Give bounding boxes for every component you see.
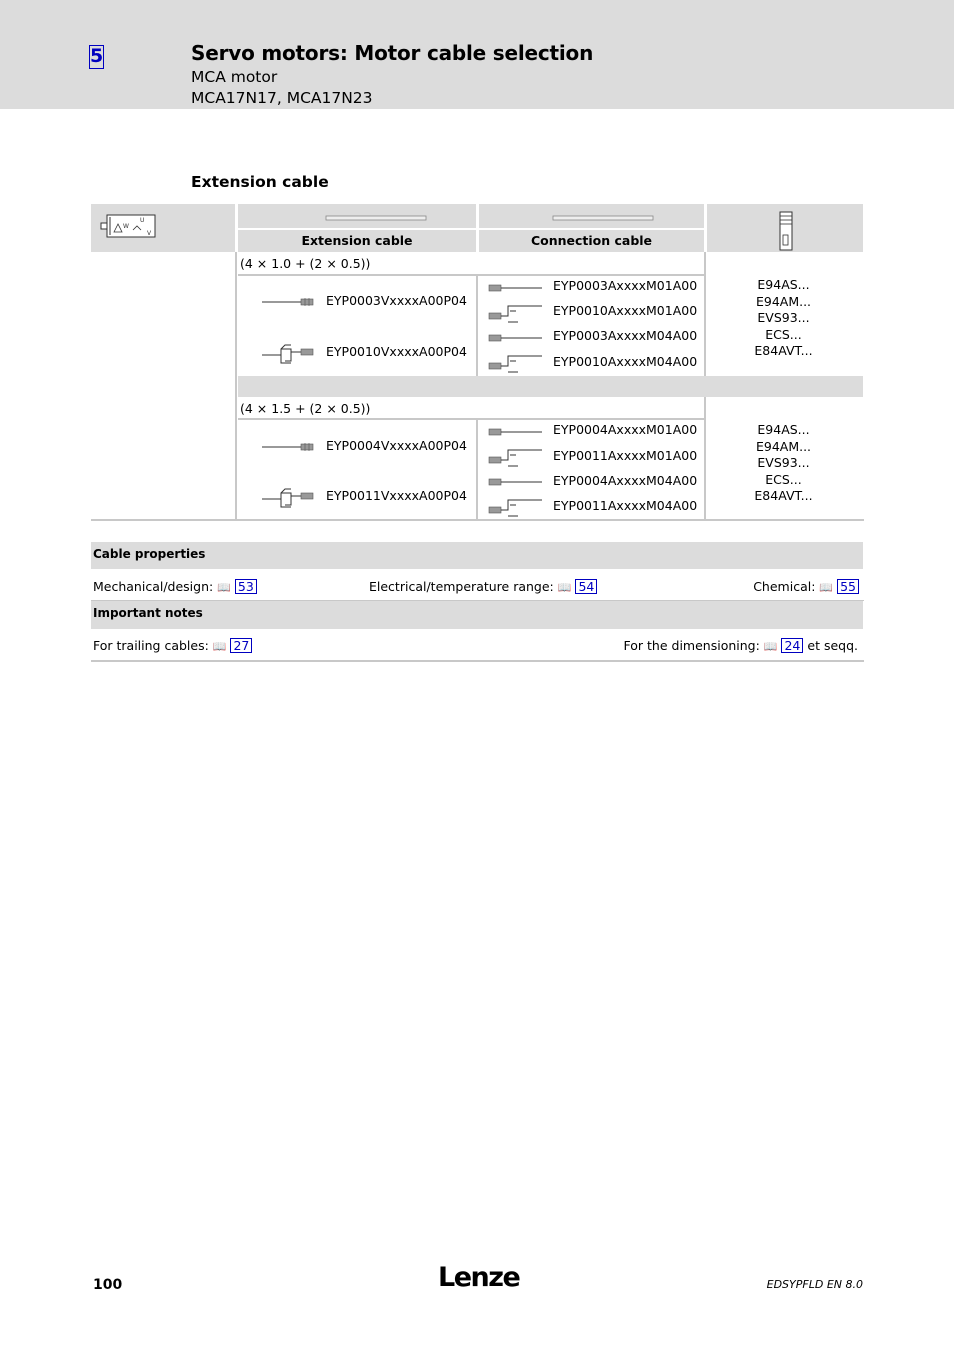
dimensioning-suffix: et seqq. — [807, 638, 858, 653]
connection-part-number: EYP0004AxxxxM04A00 — [553, 473, 698, 488]
svg-text:W: W — [123, 223, 129, 230]
drive-item: E94AM... — [755, 293, 812, 309]
section-title: Extension cable — [191, 173, 329, 191]
column-separator — [235, 252, 237, 520]
cable-spec: (4 × 1.0 + (2 × 0.5)) — [240, 256, 371, 271]
drive-item: ECS... — [765, 326, 802, 342]
row-divider — [238, 418, 704, 420]
drive-item: E84AVT... — [754, 343, 813, 358]
angled-cable-icon — [261, 341, 317, 365]
connection-part-number: EYP0003AxxxxM01A00 — [553, 278, 698, 293]
angled-cable-icon — [261, 485, 317, 509]
electrical-page-link[interactable]: 54 — [575, 579, 597, 594]
column-separator — [476, 419, 478, 520]
chemical-page-link[interactable]: 55 — [837, 579, 859, 594]
group-separator — [238, 376, 863, 397]
drive-item: E94AM... — [755, 438, 812, 454]
drive-item: E94AS... — [757, 422, 810, 437]
electrical-label: Electrical/temperature range: — [369, 579, 554, 594]
column-separator — [704, 252, 706, 376]
svg-text:V: V — [147, 230, 152, 237]
page-title: Servo motors: Motor cable selection — [191, 41, 594, 65]
connection-straight-cable-icon — [488, 476, 544, 488]
connection-straight-cable-icon — [488, 282, 544, 294]
extension-part-number: EYP0003VxxxxA00P04 — [326, 293, 467, 308]
dimensioning-label: For the dimensioning: — [623, 638, 760, 653]
extension-cable-icon — [325, 214, 427, 222]
column-header-extension: Extension cable — [301, 233, 413, 248]
connection-part-number: EYP0011AxxxxM04A00 — [553, 498, 698, 513]
drive-item: E84AVT... — [754, 488, 813, 503]
page-number: 100 — [93, 1277, 123, 1293]
book-icon: 📖 — [763, 640, 778, 653]
page-subtitle-models: MCA17N17, MCA17N23 — [191, 89, 373, 107]
drive-controller-icon — [778, 211, 794, 251]
connection-angled-cable-icon — [488, 446, 544, 468]
book-icon: 📖 — [557, 581, 572, 594]
drive-item: E94AS... — [757, 277, 810, 292]
connection-straight-cable-icon — [488, 426, 544, 438]
row-divider — [238, 274, 704, 276]
drive-item: EVS93... — [757, 455, 810, 470]
header-divider — [479, 228, 704, 230]
header-divider — [238, 228, 476, 230]
cable-spec: (4 × 1.5 + (2 × 0.5)) — [240, 401, 371, 416]
connection-part-number: EYP0004AxxxxM01A00 — [553, 422, 698, 437]
svg-text:U: U — [140, 217, 145, 224]
chapter-number[interactable]: 5 — [90, 45, 104, 67]
straight-cable-icon — [261, 441, 317, 453]
book-icon: 📖 — [217, 581, 231, 594]
book-icon: 📖 — [212, 640, 227, 653]
connection-angled-cable-icon — [488, 496, 544, 518]
important-notes-heading: Important notes — [93, 606, 203, 620]
page-subtitle-motor: MCA motor — [191, 68, 278, 86]
cable-properties-header — [91, 542, 863, 569]
connection-part-number: EYP0011AxxxxM01A00 — [553, 448, 698, 463]
connection-part-number: EYP0003AxxxxM04A00 — [553, 328, 698, 343]
drive-list — [707, 422, 860, 505]
extension-part-number: EYP0010VxxxxA00P04 — [326, 344, 467, 359]
chemical-label: Chemical: — [753, 579, 816, 594]
connection-part-number: EYP0010AxxxxM01A00 — [553, 303, 698, 318]
column-header-connection: Connection cable — [530, 233, 653, 248]
mechanical-reference — [93, 579, 257, 594]
column-separator — [476, 275, 478, 376]
trailing-page-link[interactable]: 27 — [230, 638, 252, 653]
straight-cable-icon — [261, 296, 317, 308]
connection-cable-icon — [552, 214, 654, 222]
connection-angled-cable-icon — [488, 302, 544, 324]
dimensioning-page-link[interactable]: 24 — [781, 638, 803, 653]
important-notes-header — [91, 601, 863, 629]
electrical-reference — [369, 579, 597, 594]
chemical-reference — [753, 579, 859, 594]
extension-part-number: EYP0011VxxxxA00P04 — [326, 488, 467, 503]
connection-angled-cable-icon — [488, 352, 544, 374]
column-separator — [704, 397, 706, 520]
document-id: EDSYPFLD EN 8.0 — [766, 1278, 863, 1291]
table-bottom-rule — [91, 519, 864, 521]
cable-properties-heading: Cable properties — [93, 547, 206, 561]
dimensioning-reference — [624, 638, 858, 653]
connection-part-number: EYP0010AxxxxM04A00 — [553, 354, 698, 369]
extension-part-number: EYP0004VxxxxA00P04 — [326, 438, 467, 453]
drive-list — [707, 277, 860, 360]
connection-straight-cable-icon — [488, 332, 544, 344]
motor-icon — [99, 212, 157, 240]
mechanical-page-link[interactable]: 53 — [235, 579, 257, 594]
trailing-label: For trailing cables: — [93, 638, 209, 653]
trailing-reference — [93, 638, 252, 653]
lenze-logo: Lenze — [438, 1262, 520, 1293]
notes-bottom-rule — [91, 660, 864, 662]
book-icon: 📖 — [819, 581, 834, 594]
drive-item: ECS... — [765, 471, 802, 487]
drive-item: EVS93... — [757, 310, 810, 325]
mechanical-label: Mechanical/design: — [93, 579, 214, 594]
